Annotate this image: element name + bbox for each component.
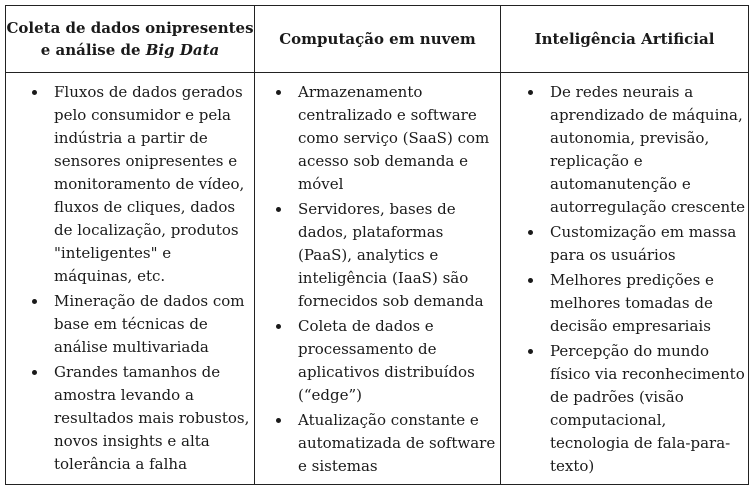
header-big-data-prefix: e análise de bbox=[40, 41, 141, 59]
header-big-data-line1: Coleta de dados onipresentes bbox=[6, 19, 254, 37]
bullet-icon bbox=[528, 90, 533, 95]
column-big-data bbox=[30, 81, 252, 478]
header-big-data bbox=[6, 6, 254, 72]
bullet-item bbox=[274, 81, 496, 196]
bullet-item bbox=[526, 81, 746, 219]
header-big-data-italic: Big Data bbox=[145, 41, 220, 59]
bullet-item bbox=[30, 81, 252, 288]
bullet-icon bbox=[528, 278, 533, 283]
bullet-text: Melhores predições e melhores tomadas de decisão empresariais bbox=[550, 271, 714, 335]
header-cloud-computing bbox=[255, 6, 500, 72]
bullet-text: Grandes tamanhos de amostra levando a resultados mais robustos, novos insights e alta tolerância a falha bbox=[54, 363, 250, 473]
bullet-item bbox=[274, 198, 496, 313]
column-divider bbox=[254, 6, 255, 484]
bullet-icon bbox=[32, 299, 37, 304]
bullet-text: Atualização constante e automatizada de software e sistemas bbox=[298, 411, 496, 475]
bullet-text: Servidores, bases de dados, plataformas (PaaS), analytics e inteligência (IaaS) são fornecidos sob demanda bbox=[298, 200, 484, 310]
bullet-icon bbox=[528, 230, 533, 235]
column-artificial-intelligence bbox=[526, 81, 746, 480]
header-ai-label: Inteligência Artificial bbox=[534, 30, 715, 48]
bullet-item bbox=[526, 221, 746, 267]
bullet-icon bbox=[32, 90, 37, 95]
bullet-text: De redes neurais a aprendizado de máquina, autonomia, previsão, replicação e automanutenção e autorregulação crescente bbox=[550, 83, 746, 216]
header-artificial-intelligence bbox=[501, 6, 748, 72]
bullet-text: Coleta de dados e processamento de aplicativos distribuídos (“edge”) bbox=[298, 317, 475, 404]
bullet-text: Customização em massa para os usuários bbox=[550, 223, 737, 264]
bullet-icon bbox=[276, 90, 281, 95]
column-divider bbox=[500, 6, 501, 484]
column-cloud-computing bbox=[274, 81, 496, 480]
bullet-icon bbox=[276, 324, 281, 329]
bullet-item bbox=[30, 361, 252, 476]
bullet-item bbox=[526, 340, 746, 478]
bullet-icon bbox=[528, 349, 533, 354]
bullet-item bbox=[526, 269, 746, 338]
bullet-text: Armazenamento centralizado e software como serviço (SaaS) com acesso sob demanda e móvel bbox=[298, 83, 490, 193]
bullet-icon bbox=[32, 370, 37, 375]
bullet-text: Fluxos de dados gerados pelo consumidor e pela indústria a partir de sensores onipresentes e monitoramento de vídeo, fluxos de cliques, dados de localização, produtos "inteligentes" e máquinas, etc. bbox=[54, 83, 245, 285]
bullet-text: Mineração de dados com base em técnicas de análise multivariada bbox=[54, 292, 245, 356]
header-cloud-label: Computação em nuvem bbox=[279, 30, 476, 48]
comparison-table bbox=[5, 5, 749, 485]
bullet-item bbox=[30, 290, 252, 359]
bullet-item bbox=[274, 409, 496, 478]
bullet-icon bbox=[276, 418, 281, 423]
bullet-text: Percepção do mundo físico via reconhecimento de padrões (visão computacional, tecnologia de fala-para-texto) bbox=[550, 342, 745, 475]
bullet-icon bbox=[276, 207, 281, 212]
header-divider bbox=[6, 72, 748, 73]
bullet-item bbox=[274, 315, 496, 407]
